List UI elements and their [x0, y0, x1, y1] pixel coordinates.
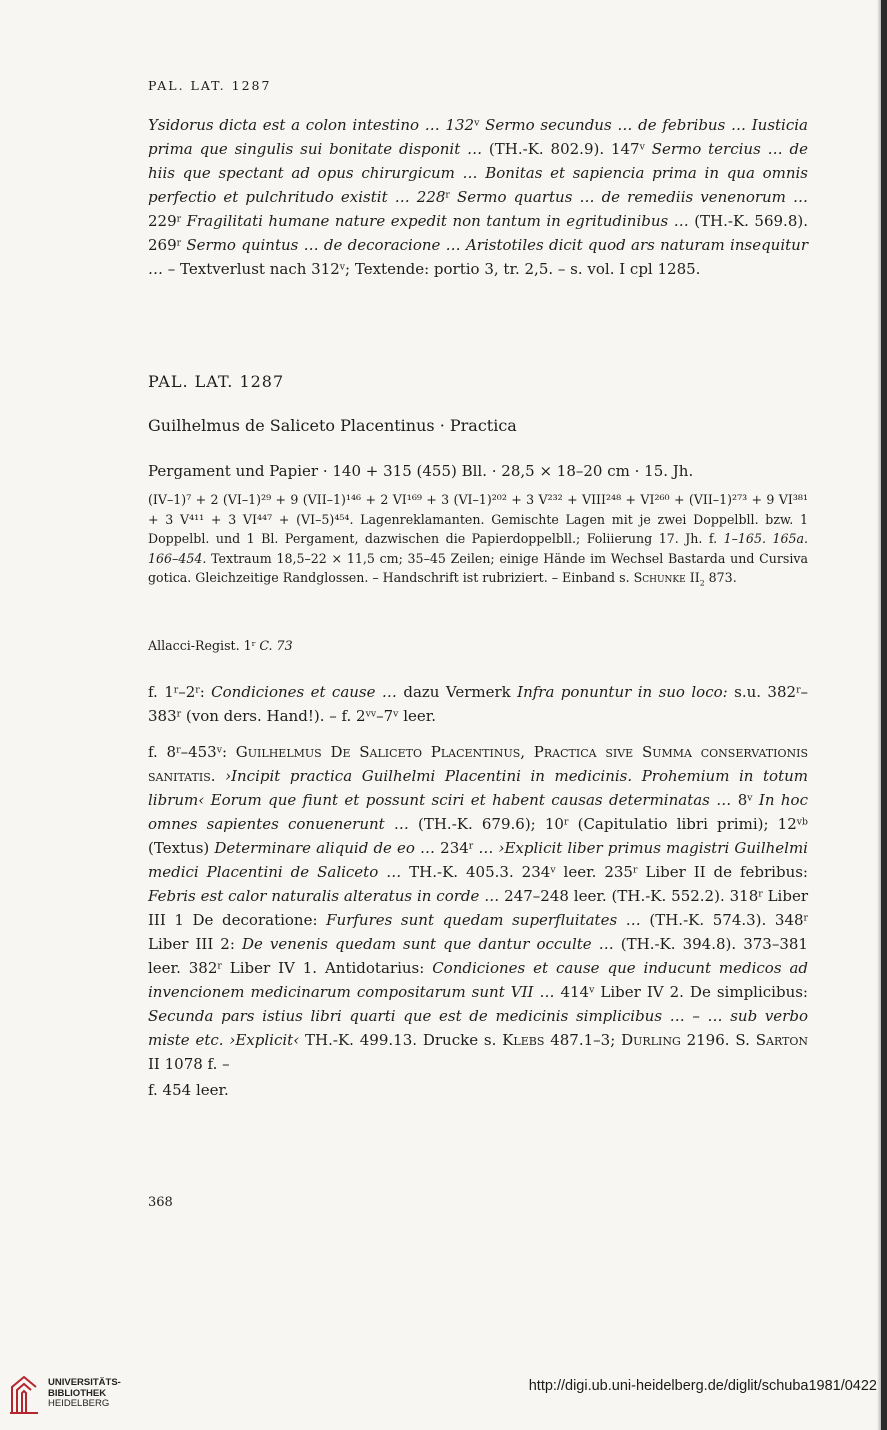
previous-entry-paragraph: Ysidorus dicta est a colon intestino … 132$^v$ Sermo secundus … de febribus … Iusticia prima que singulis sui bonitate disponit … (TH.-K. 802.9). 147$^v$ Sermo tercius … de hiis que spectant ad opus chirurgicum … Bonitas et sapiencia prima in qua omnis perfectio et pulchritudo existit … 228$^r$ Sermo quartus … de remediis venenorum … 229$^r$ Fragilitati humane nature expedit non tantum in egritudinibus … (TH.-K. 569.8). 269$^r$ Sermo quintus … de decoracione … Aristotiles dicit quod ars naturam insequitur … – Textverlust nach 312$^v$; Textende: portio 3, tr. 2,5. – s. vol. I cpl 1285. — [148, 116, 808, 278]
page-number: 368 — [148, 1195, 173, 1210]
entry-signature: PAL. LAT. 1287 — [148, 372, 285, 391]
entry-title: Guilhelmus de Saliceto Placentinus · Practica — [148, 416, 517, 435]
content-paragraph-2: f. 8$^r$–453$^v$: Guilhelmus De Saliceto Placentinus, Practica sive Summa conservationis sanitatis. ›Incipit practica Guilhelmi Placentini in medicinis. Prohemium in totum librum‹ Eorum que fiunt et possunt sciri et habent causas determinatas … 8$^v$ In hoc omnes sapientes conuenerunt … (TH.-K. 679.6); 10$^r$ (Capitulatio libri primi); $12^{vb}$ (Textus) Determinare aliquid de eo … 234$^r$ … ›Explicit liber primus magistri Guilhelmi medici Placentini de Saliceto … TH.-K. 405.3. 234$^v$ leer. 235$^r$ Liber II de febribus: Febris est calor naturalis alteratus in corde … 247–248 leer. (TH.-K. 552.2). 318$^r$ Liber III 1 De decoratione: Furfures sunt quedam superfluitates … (TH.-K. 574.3). 348$^r$ Liber III 2: De venenis quedam sunt que dantur occulte … (TH.-K. 394.8). 373–381 leer. 382$^r$ Liber IV 1. Antidotarius: Condiciones et cause que inducunt medicos ad invencionem medicinarum compositarum sunt VII … 414$^v$ Liber IV 2. De simplicibus: Secunda pars istius libri quarti que est de medicinis simplicibus … – … sub verbo miste etc. ›Explicit‹ TH.-K. 499.13. Drucke s. Klebs 487.1–3; Durling 2196. S. Sarton II 1078 f. – — [148, 743, 809, 1073]
source-url[interactable]: http://digi.ub.uni-heidelberg.de/diglit/schuba1981/0422 — [528, 1378, 877, 1394]
allacci-register: Allacci-Regist. 1$^r$ C. 73 — [148, 638, 293, 653]
content-paragraph-1: f. 1$^r$–2$^r$: Condiciones et cause … dazu Vermerk Infra ponuntur in suo loco: s.u. 382$^r$–383$^r$ (von ders. Hand!). – f. 2$^{vv}$–7$^v$ leer. — [148, 683, 809, 725]
scan-edge — [881, 0, 887, 1430]
codicological-description: (IV–1)⁷ + 2 (VI–1)²⁹ + 9 (VII–1)¹⁴⁶ + 2 VI¹⁶⁹ + 3 (VI–1)²⁰² + 3 V²³² + VIII²⁴⁸ + VI²⁶⁰ + (VII–1)²⁷³ + 9 VI³⁸¹ + 3 V⁴¹¹ + 3 VI⁴⁴⁷ + (VI–5)⁴⁵⁴. Lagenreklamanten. Gemischte Lagen mit je zwei Doppelbll. bzw. 1 Doppelbl. und 1 Bl. Pergament, dazwischen die Papierdoppelbll.; Foliierung 17. Jh. f. 1–165. 165a. 166–454. Textraum 18,5–22 × 11,5 cm; 35–45 Zeilen; einige Hände im Wechsel Bastarda und Cursiva gotica. Gleichzeitige Randglossen. – Handschrift ist rubriziert. – Einband s. Schunke $II_2$ 873. — [148, 492, 808, 588]
library-emblem-icon — [8, 1373, 42, 1415]
entry-physical-description: Pergament und Papier · 140 + 315 (455) Bll. · 28,5 × 18–20 cm · 15. Jh. — [148, 462, 694, 480]
library-name: UNIVERSITÄTS- BIBLIOTHEK HEIDELBERG — [48, 1377, 121, 1410]
library-logo — [8, 1373, 121, 1415]
running-head: PAL. LAT. 1287 — [148, 78, 272, 93]
content-paragraph-3: f. 454 leer. — [148, 1081, 229, 1099]
